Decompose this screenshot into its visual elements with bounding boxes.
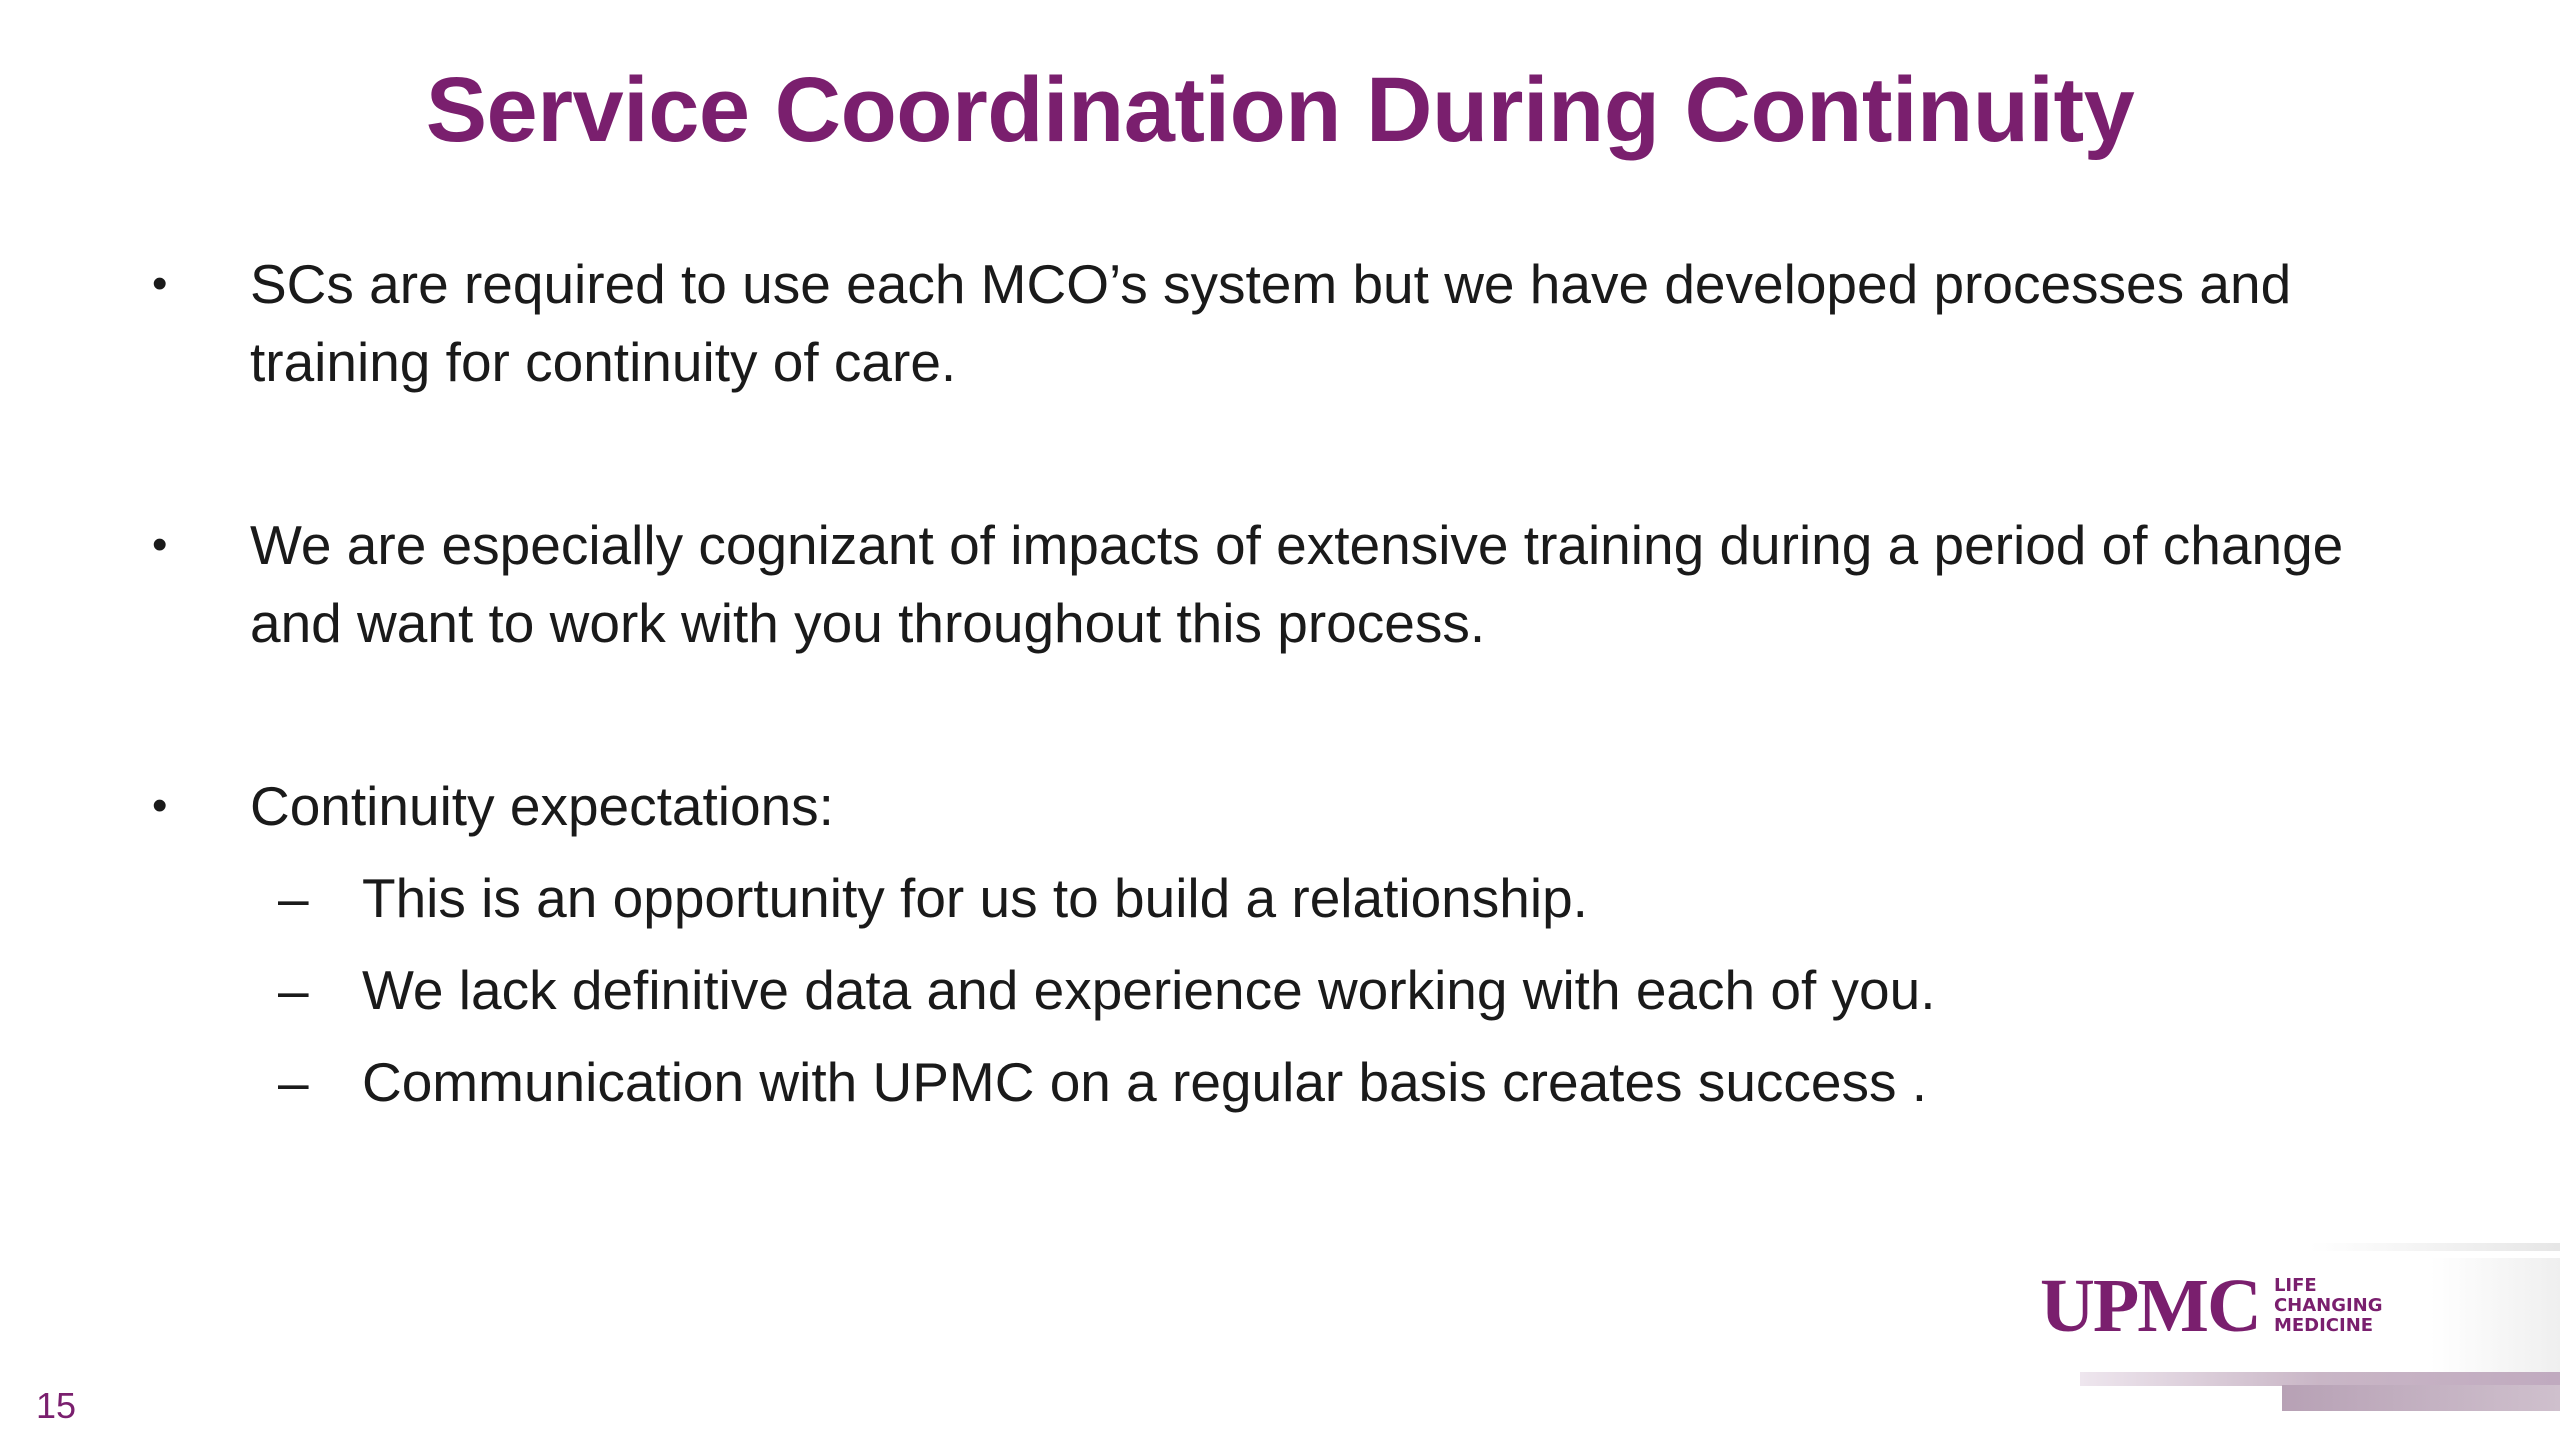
dash-icon: – (278, 867, 309, 929)
bullet-icon: • (152, 781, 168, 830)
logo-wordmark: UPMC (2040, 1264, 2260, 1348)
logo-tagline-line: LIFE (2273, 1275, 2317, 1296)
sub-bullet-list (150, 859, 2410, 1121)
sub-bullet-item (150, 1043, 2410, 1121)
bullet-item (150, 506, 2410, 662)
logo-tagline-line: MEDICINE (2273, 1315, 2374, 1336)
decorative-line (2310, 1243, 2560, 1251)
sub-bullet-text: Communication with UPMC on a regular basis creates success . (362, 1051, 1928, 1113)
slide-title: Service Coordination During Continuity (425, 59, 2135, 161)
logo-tagline-line: CHANGING (2273, 1295, 2383, 1316)
logo-tagline (2274, 1276, 2383, 1336)
sub-bullet-item (150, 859, 2410, 937)
sub-bullet-text: This is an opportunity for us to build a relationship. (362, 867, 1588, 929)
decorative-block (2430, 1258, 2560, 1376)
decorative-bar (2080, 1372, 2560, 1386)
bullet-item (150, 767, 2410, 845)
dash-icon: – (278, 1051, 309, 1113)
bullet-icon: • (152, 259, 168, 308)
dash-icon: – (278, 959, 309, 1021)
page-number: 15 (36, 1385, 77, 1426)
sub-bullet-item (150, 951, 2410, 1029)
bullet-list (150, 245, 2410, 1135)
bullet-text: We are especially cognizant of impacts of extensive training during a period of change and want to work with you throughout this process. (250, 514, 2344, 654)
bullet-icon: • (152, 520, 168, 569)
bullet-item (150, 245, 2410, 401)
bullet-text: Continuity expectations: (250, 775, 834, 837)
decorative-bar (2282, 1385, 2560, 1411)
sub-bullet-text: We lack definitive data and experience working with each of you. (362, 959, 1936, 1021)
bullet-text: SCs are required to use each MCO’s system but we have developed processes and training for continuity of care. (250, 253, 2292, 393)
upmc-logo (2040, 1264, 2383, 1348)
